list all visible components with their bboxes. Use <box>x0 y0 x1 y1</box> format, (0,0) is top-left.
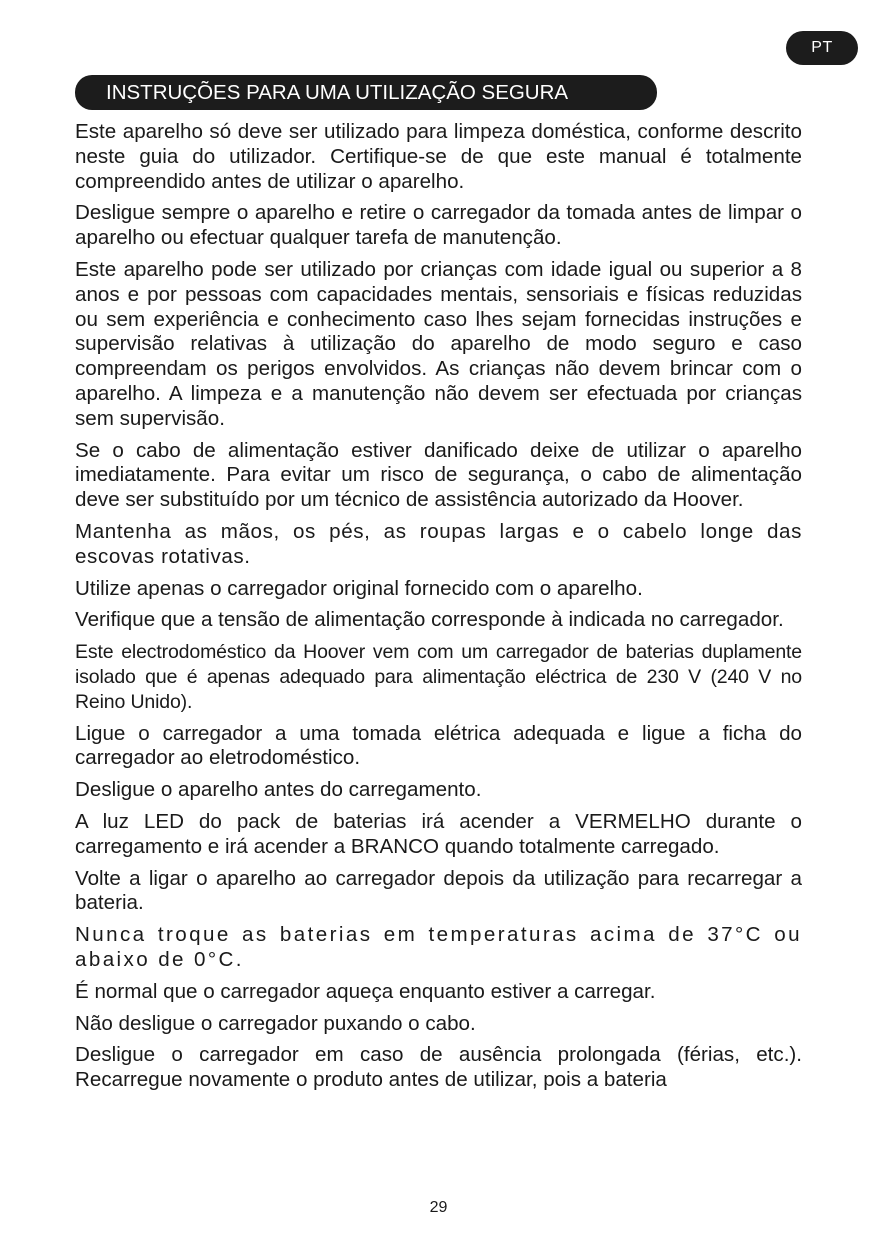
instructions-body <box>75 120 802 1164</box>
paragraph-rotating-brushes: Mantenha as mãos, os pés, as roupas largas e o cabelo longe das escovas rotativas. <box>75 519 802 568</box>
paragraph-temperature-limits: Nunca troque as baterias em temperaturas acima de 37°C ou abaixo de 0°C. <box>75 923 802 971</box>
paragraph-reconnect-after-use: Volte a ligar o aparelho ao carregador depois da utilização para recarregar a bateria. <box>75 866 802 915</box>
language-badge: PT <box>786 31 858 65</box>
section-title: INSTRUÇÕES PARA UMA UTILIZAÇÃO SEGURA <box>75 75 657 110</box>
paragraph-voltage-check: Verifique que a tensão de alimentação corresponde à indicada no carregador. <box>75 608 784 632</box>
page-number: 29 <box>429 1199 448 1216</box>
paragraph-prolonged-absence: Desligue o carregador em caso de ausência prolongada (férias, etc.). Recarregue novamente o produto antes de utilizar, pois a bateria <box>75 1043 802 1092</box>
paragraph-domestic-use: Este aparelho só deve ser utilizado para limpeza doméstica, conforme descrito neste guia do utilizador. Certifique-se de que este manual é totalmente compreendido antes de utilizar o aparelho. <box>75 120 802 193</box>
paragraph-double-insulated-charger: Este electrodoméstico da Hoover vem com um carregador de baterias duplamente isolado que é apenas adequado para alimentação eléctrica de 230 V (240 V no Reino Unido). <box>75 641 802 713</box>
paragraph-original-charger: Utilize apenas o carregador original fornecido com o aparelho. <box>75 576 643 600</box>
paragraph-switch-off-before-charging: Desligue o aparelho antes do carregamento. <box>75 778 482 802</box>
paragraph-charger-warm: É normal que o carregador aqueça enquanto estiver a carregar. <box>75 979 656 1003</box>
paragraph-unplug-before-cleaning: Desligue sempre o aparelho e retire o carregador da tomada antes de limpar o aparelho ou efectuar qualquer tarefa de manutenção. <box>75 201 802 250</box>
paragraph-damaged-cable: Se o cabo de alimentação estiver danificado deixe de utilizar o aparelho imediatamente. Para evitar um risco de segurança, o cabo de alimentação deve ser substituído por um técnico de assistência autorizado da Hoover. <box>75 438 802 512</box>
paragraph-children-supervision: Este aparelho pode ser utilizado por crianças com idade igual ou superior a 8 anos e por pessoas com capacidades mentais, sensoriais e físicas reduzidas ou sem experiência e conhecimento caso lhes sejam fornecidas instruções e supervisão relativas à utilização do aparelho de modo seguro e caso compreendam os perigos envolvidos. As crianças não devem brincar com o aparelho. A limpeza e a manutenção não devem ser efectuada por crianças sem supervisão. <box>75 257 802 430</box>
paragraph-do-not-pull-cable: Não desligue o carregador puxando o cabo. <box>75 1011 476 1035</box>
paragraph-connect-charger: Ligue o carregador a uma tomada elétrica adequada e ligue a ficha do carregador ao eletrodoméstico. <box>75 721 802 770</box>
paragraph-led-indicator: A luz LED do pack de baterias irá acender a VERMELHO durante o carregamento e irá acender a BRANCO quando totalmente carregado. <box>75 809 802 858</box>
